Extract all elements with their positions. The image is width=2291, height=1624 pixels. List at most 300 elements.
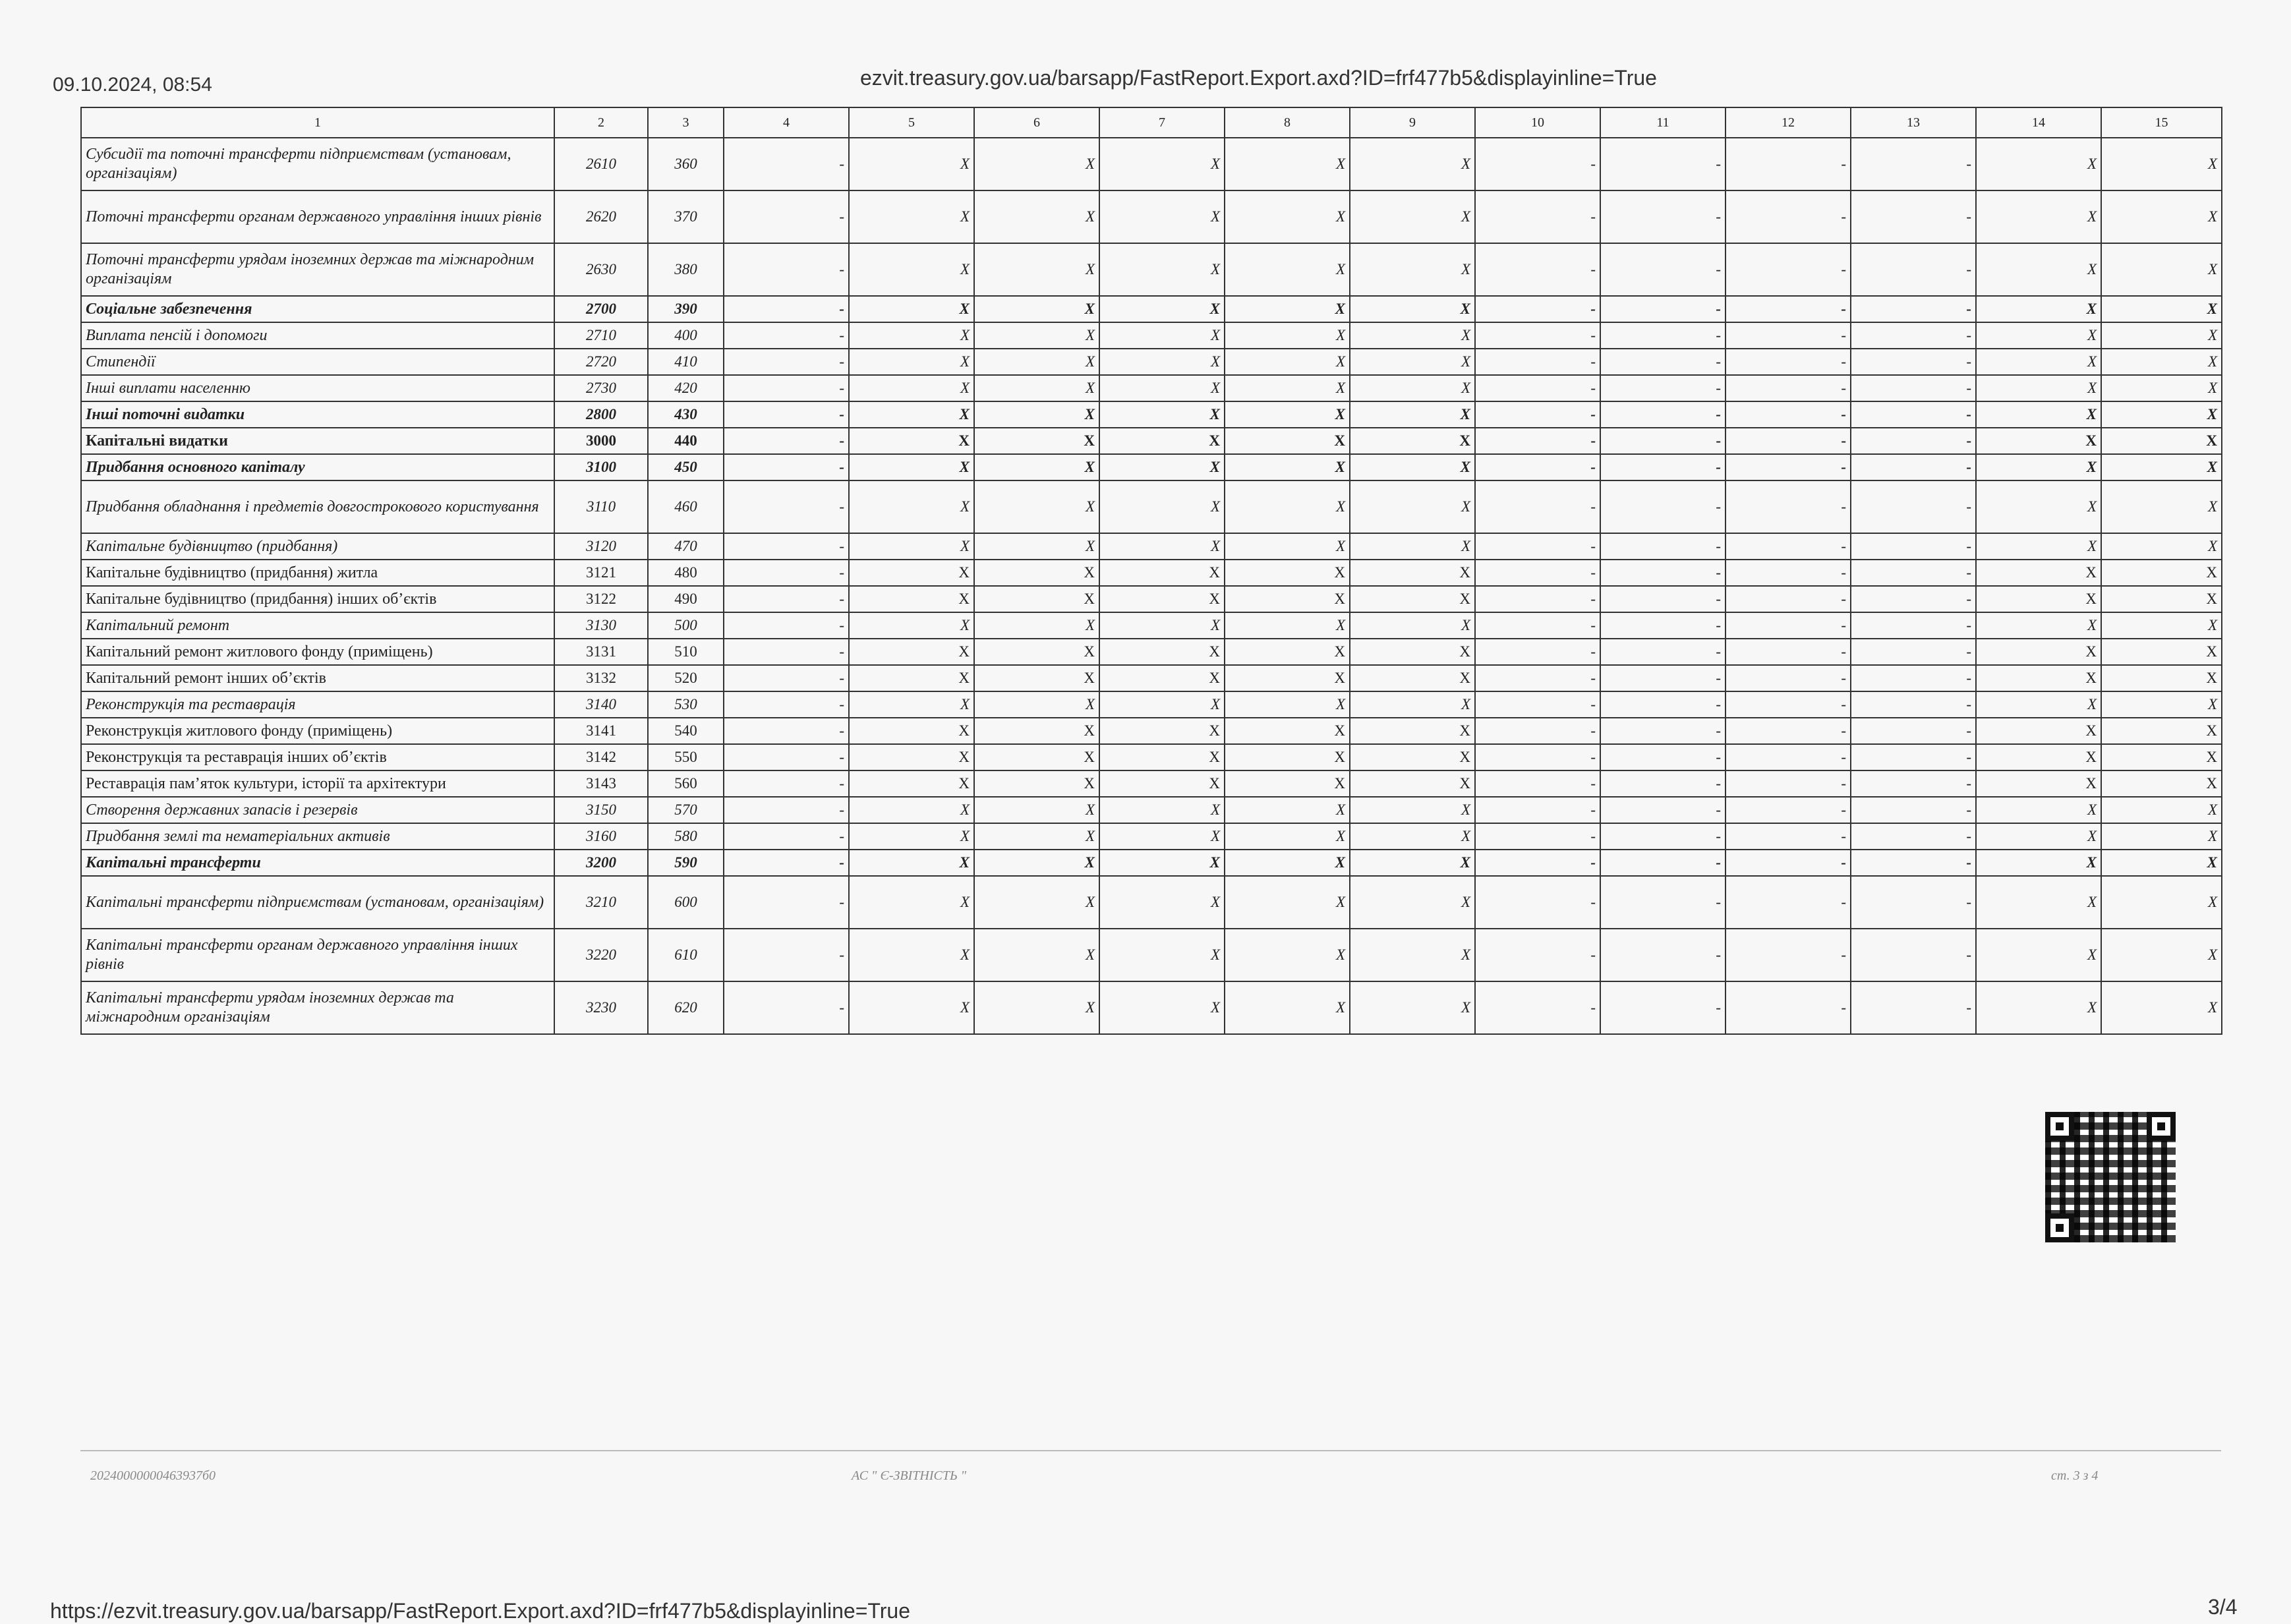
- value-cell: -: [1726, 639, 1851, 665]
- value-cell: X: [2101, 665, 2222, 691]
- table-row: [81, 797, 2222, 823]
- value-cell: X: [2101, 560, 2222, 586]
- value-cell: X: [1350, 586, 1475, 612]
- value-cell: -: [1475, 533, 1600, 560]
- value-cell: X: [849, 480, 974, 533]
- value-cell: -: [1475, 296, 1600, 322]
- value-cell: X: [974, 454, 1099, 480]
- value-cell: -: [1851, 823, 1976, 850]
- value-cell: X: [1976, 190, 2101, 243]
- value-cell: X: [974, 797, 1099, 823]
- value-cell: X: [2101, 322, 2222, 349]
- value-cell: X: [974, 744, 1099, 770]
- value-cell: -: [724, 639, 849, 665]
- line-code-cell: 580: [648, 823, 724, 850]
- value-cell: -: [724, 744, 849, 770]
- page-url-footer[interactable]: https://ezvit.treasury.gov.ua/barsapp/FastReport.Export.axd?ID=frf477b5&displayinline=True: [50, 1599, 910, 1623]
- value-cell: -: [724, 375, 849, 401]
- row-name-cell: Придбання землі та нематеріальних активів: [81, 823, 554, 850]
- value-cell: -: [1475, 243, 1600, 296]
- value-cell: -: [1851, 770, 1976, 797]
- row-name-cell: Капітальне будівництво (придбання): [81, 533, 554, 560]
- table-row: [81, 138, 2222, 190]
- kekv-code-cell: 2610: [554, 138, 648, 190]
- value-cell: X: [1099, 770, 1225, 797]
- value-cell: -: [1851, 349, 1976, 375]
- row-name-cell: Реконструкція та реставрація: [81, 691, 554, 718]
- line-code-cell: 490: [648, 586, 724, 612]
- footer-page-number: ст. 3 з 4: [2051, 1468, 2099, 1483]
- row-name-cell: Придбання основного капіталу: [81, 454, 554, 480]
- column-number-cell: 12: [1726, 107, 1851, 138]
- value-cell: X: [2101, 876, 2222, 929]
- value-cell: X: [2101, 401, 2222, 428]
- value-cell: X: [1976, 850, 2101, 876]
- value-cell: -: [1726, 612, 1851, 639]
- value-cell: X: [1225, 797, 1350, 823]
- value-cell: X: [1099, 981, 1225, 1034]
- value-cell: X: [1099, 744, 1225, 770]
- kekv-code-cell: 3210: [554, 876, 648, 929]
- value-cell: X: [1976, 428, 2101, 454]
- kekv-code-cell: 3142: [554, 744, 648, 770]
- value-cell: -: [1600, 322, 1726, 349]
- value-cell: X: [1350, 612, 1475, 639]
- value-cell: X: [1225, 850, 1350, 876]
- value-cell: X: [2101, 480, 2222, 533]
- value-cell: -: [1851, 428, 1976, 454]
- row-name-cell: Реконструкція та реставрація інших об’єктів: [81, 744, 554, 770]
- value-cell: X: [974, 480, 1099, 533]
- value-cell: X: [2101, 243, 2222, 296]
- column-number-cell: 14: [1976, 107, 2101, 138]
- row-name-cell: Капітальні видатки: [81, 428, 554, 454]
- value-cell: X: [1099, 533, 1225, 560]
- value-cell: -: [1600, 586, 1726, 612]
- value-cell: X: [1225, 322, 1350, 349]
- value-cell: X: [2101, 612, 2222, 639]
- value-cell: X: [1350, 560, 1475, 586]
- value-cell: X: [2101, 349, 2222, 375]
- value-cell: -: [1726, 138, 1851, 190]
- table-row: [81, 850, 2222, 876]
- value-cell: -: [1475, 612, 1600, 639]
- value-cell: X: [1350, 665, 1475, 691]
- value-cell: -: [1600, 981, 1726, 1034]
- value-cell: X: [1976, 322, 2101, 349]
- value-cell: X: [2101, 639, 2222, 665]
- value-cell: X: [2101, 929, 2222, 981]
- value-cell: -: [724, 322, 849, 349]
- value-cell: X: [1099, 612, 1225, 639]
- value-cell: X: [849, 744, 974, 770]
- table-row: [81, 718, 2222, 744]
- kekv-code-cell: 3150: [554, 797, 648, 823]
- table-row: [81, 454, 2222, 480]
- value-cell: -: [1726, 770, 1851, 797]
- line-code-cell: 610: [648, 929, 724, 981]
- table-row: [81, 929, 2222, 981]
- value-cell: X: [2101, 454, 2222, 480]
- value-cell: -: [1726, 560, 1851, 586]
- value-cell: X: [1976, 770, 2101, 797]
- row-name-cell: Капітальний ремонт: [81, 612, 554, 639]
- value-cell: X: [1099, 375, 1225, 401]
- value-cell: -: [1600, 823, 1726, 850]
- value-cell: X: [1225, 533, 1350, 560]
- value-cell: X: [1976, 454, 2101, 480]
- value-cell: -: [1726, 480, 1851, 533]
- row-name-cell: Реконструкція житлового фонду (приміщень): [81, 718, 554, 744]
- value-cell: X: [1099, 639, 1225, 665]
- value-cell: X: [974, 612, 1099, 639]
- value-cell: -: [724, 454, 849, 480]
- row-name-cell: Придбання обладнання і предметів довгострокового користування: [81, 480, 554, 533]
- table-row: [81, 375, 2222, 401]
- value-cell: X: [1225, 243, 1350, 296]
- line-code-cell: 500: [648, 612, 724, 639]
- value-cell: -: [1600, 744, 1726, 770]
- row-name-cell: Стипендії: [81, 349, 554, 375]
- line-code-cell: 550: [648, 744, 724, 770]
- value-cell: X: [1976, 533, 2101, 560]
- row-name-cell: Виплата пенсій і допомоги: [81, 322, 554, 349]
- value-cell: -: [1600, 560, 1726, 586]
- row-name-cell: Капітальне будівництво (придбання) інших об’єктів: [81, 586, 554, 612]
- value-cell: -: [1851, 639, 1976, 665]
- value-cell: X: [2101, 797, 2222, 823]
- value-cell: X: [1099, 401, 1225, 428]
- value-cell: -: [724, 929, 849, 981]
- value-cell: X: [849, 586, 974, 612]
- value-cell: X: [1976, 823, 2101, 850]
- qr-code: [2045, 1112, 2176, 1242]
- table-row: [81, 560, 2222, 586]
- value-cell: -: [724, 691, 849, 718]
- value-cell: -: [1851, 560, 1976, 586]
- value-cell: X: [1225, 428, 1350, 454]
- line-code-cell: 390: [648, 296, 724, 322]
- line-code-cell: 600: [648, 876, 724, 929]
- row-name-cell: Капітальне будівництво (придбання) житла: [81, 560, 554, 586]
- value-cell: X: [1976, 744, 2101, 770]
- page-url-header: ezvit.treasury.gov.ua/barsapp/FastReport.Export.axd?ID=frf477b5&displayinline=True: [860, 66, 1657, 90]
- table-row: [81, 349, 2222, 375]
- value-cell: X: [974, 586, 1099, 612]
- value-cell: X: [1099, 428, 1225, 454]
- footer-doc-id: 20240000000463937б0: [90, 1468, 216, 1483]
- value-cell: X: [849, 560, 974, 586]
- value-cell: -: [1600, 375, 1726, 401]
- value-cell: X: [1976, 612, 2101, 639]
- value-cell: -: [1600, 428, 1726, 454]
- row-name-cell: Поточні трансферти урядам іноземних держав та міжнародним організаціям: [81, 243, 554, 296]
- value-cell: -: [724, 770, 849, 797]
- table-row: [81, 480, 2222, 533]
- value-cell: X: [1350, 691, 1475, 718]
- table-row: [81, 243, 2222, 296]
- value-cell: X: [1225, 823, 1350, 850]
- row-name-cell: Капітальний ремонт інших об’єктів: [81, 665, 554, 691]
- value-cell: -: [1600, 138, 1726, 190]
- value-cell: -: [1726, 929, 1851, 981]
- value-cell: -: [1726, 401, 1851, 428]
- browser-page-number: 3/4: [2208, 1595, 2238, 1619]
- value-cell: -: [1475, 981, 1600, 1034]
- value-cell: X: [1350, 296, 1475, 322]
- value-cell: X: [1225, 454, 1350, 480]
- value-cell: -: [1475, 375, 1600, 401]
- value-cell: X: [1350, 797, 1475, 823]
- table-row: [81, 586, 2222, 612]
- value-cell: -: [1475, 639, 1600, 665]
- value-cell: -: [1475, 349, 1600, 375]
- value-cell: -: [1475, 850, 1600, 876]
- kekv-code-cell: 3121: [554, 560, 648, 586]
- value-cell: X: [1350, 850, 1475, 876]
- value-cell: -: [724, 876, 849, 929]
- value-cell: -: [1475, 560, 1600, 586]
- value-cell: -: [1851, 876, 1976, 929]
- value-cell: -: [1851, 691, 1976, 718]
- value-cell: X: [1350, 428, 1475, 454]
- line-code-cell: 530: [648, 691, 724, 718]
- table-row: [81, 190, 2222, 243]
- value-cell: X: [1976, 929, 2101, 981]
- kekv-code-cell: 3132: [554, 665, 648, 691]
- value-cell: X: [849, 770, 974, 797]
- value-cell: X: [1225, 665, 1350, 691]
- table-row: [81, 876, 2222, 929]
- value-cell: -: [1600, 876, 1726, 929]
- table-row: [81, 401, 2222, 428]
- value-cell: -: [1726, 428, 1851, 454]
- value-cell: X: [849, 454, 974, 480]
- value-cell: X: [1976, 718, 2101, 744]
- value-cell: -: [1600, 639, 1726, 665]
- value-cell: X: [849, 138, 974, 190]
- value-cell: X: [1225, 876, 1350, 929]
- table-row: [81, 612, 2222, 639]
- value-cell: X: [1099, 797, 1225, 823]
- value-cell: X: [974, 296, 1099, 322]
- value-cell: X: [1350, 454, 1475, 480]
- kekv-code-cell: 2620: [554, 190, 648, 243]
- value-cell: X: [1976, 797, 2101, 823]
- value-cell: X: [1099, 850, 1225, 876]
- value-cell: X: [849, 850, 974, 876]
- value-cell: -: [1851, 744, 1976, 770]
- column-number-cell: 6: [974, 107, 1099, 138]
- value-cell: -: [1475, 797, 1600, 823]
- value-cell: X: [2101, 296, 2222, 322]
- value-cell: -: [724, 560, 849, 586]
- row-name-cell: Інші виплати населенню: [81, 375, 554, 401]
- value-cell: X: [1976, 639, 2101, 665]
- line-code-cell: 570: [648, 797, 724, 823]
- value-cell: -: [1475, 744, 1600, 770]
- value-cell: -: [1726, 322, 1851, 349]
- line-code-cell: 520: [648, 665, 724, 691]
- value-cell: X: [849, 665, 974, 691]
- value-cell: X: [1225, 981, 1350, 1034]
- value-cell: -: [724, 401, 849, 428]
- value-cell: -: [1726, 533, 1851, 560]
- value-cell: X: [2101, 981, 2222, 1034]
- value-cell: X: [974, 876, 1099, 929]
- qr-finder-top-left: [2045, 1112, 2074, 1141]
- row-name-cell: Капітальні трансферти підприємствам (установам, організаціям): [81, 876, 554, 929]
- value-cell: X: [1225, 691, 1350, 718]
- row-name-cell: Капітальні трансферти органам державного управління інших рівнів: [81, 929, 554, 981]
- value-cell: X: [1099, 190, 1225, 243]
- value-cell: X: [1976, 243, 2101, 296]
- line-code-cell: 540: [648, 718, 724, 744]
- value-cell: -: [1851, 296, 1976, 322]
- line-code-cell: 430: [648, 401, 724, 428]
- footer-system-name: АС " Є-ЗВІТНІСТЬ ": [852, 1468, 967, 1483]
- value-cell: X: [2101, 744, 2222, 770]
- kekv-code-cell: 3120: [554, 533, 648, 560]
- table-row: [81, 691, 2222, 718]
- value-cell: -: [1726, 876, 1851, 929]
- kekv-code-cell: 3122: [554, 586, 648, 612]
- value-cell: -: [1475, 190, 1600, 243]
- line-code-cell: 370: [648, 190, 724, 243]
- value-cell: X: [1225, 586, 1350, 612]
- value-cell: X: [849, 296, 974, 322]
- value-cell: X: [2101, 586, 2222, 612]
- kekv-code-cell: 2710: [554, 322, 648, 349]
- value-cell: X: [849, 876, 974, 929]
- value-cell: X: [2101, 691, 2222, 718]
- table-row: [81, 296, 2222, 322]
- value-cell: X: [1350, 138, 1475, 190]
- table-body: [81, 107, 2222, 1034]
- value-cell: X: [1350, 876, 1475, 929]
- value-cell: -: [1851, 533, 1976, 560]
- value-cell: X: [1099, 322, 1225, 349]
- column-number-cell: 1: [81, 107, 554, 138]
- value-cell: X: [1976, 480, 2101, 533]
- column-number-cell: 9: [1350, 107, 1475, 138]
- value-cell: -: [724, 797, 849, 823]
- value-cell: -: [1726, 823, 1851, 850]
- value-cell: X: [1350, 533, 1475, 560]
- value-cell: -: [724, 138, 849, 190]
- value-cell: -: [724, 190, 849, 243]
- value-cell: -: [1851, 243, 1976, 296]
- value-cell: -: [1851, 797, 1976, 823]
- row-name-cell: Капітальні трансферти урядам іноземних держав та міжнародним організаціям: [81, 981, 554, 1034]
- value-cell: X: [1350, 744, 1475, 770]
- value-cell: -: [724, 428, 849, 454]
- line-code-cell: 450: [648, 454, 724, 480]
- table-row: [81, 322, 2222, 349]
- value-cell: X: [1225, 349, 1350, 375]
- value-cell: X: [1350, 190, 1475, 243]
- line-code-cell: 590: [648, 850, 724, 876]
- value-cell: -: [1475, 770, 1600, 797]
- value-cell: -: [1475, 718, 1600, 744]
- kekv-code-cell: 3131: [554, 639, 648, 665]
- value-cell: X: [974, 770, 1099, 797]
- column-number-cell: 13: [1851, 107, 1976, 138]
- value-cell: X: [849, 929, 974, 981]
- value-cell: -: [1475, 691, 1600, 718]
- value-cell: X: [1099, 823, 1225, 850]
- value-cell: -: [1475, 428, 1600, 454]
- row-name-cell: Поточні трансферти органам державного управління інших рівнів: [81, 190, 554, 243]
- value-cell: X: [1225, 375, 1350, 401]
- value-cell: X: [1350, 981, 1475, 1034]
- value-cell: X: [1099, 296, 1225, 322]
- value-cell: -: [724, 981, 849, 1034]
- value-cell: X: [1350, 401, 1475, 428]
- value-cell: -: [1475, 454, 1600, 480]
- value-cell: -: [1475, 929, 1600, 981]
- value-cell: X: [1099, 138, 1225, 190]
- table-row: [81, 428, 2222, 454]
- value-cell: -: [724, 665, 849, 691]
- value-cell: X: [1225, 929, 1350, 981]
- kekv-code-cell: 3140: [554, 691, 648, 718]
- table-row: [81, 744, 2222, 770]
- row-name-cell: Капітальні трансферти: [81, 850, 554, 876]
- value-cell: -: [1600, 190, 1726, 243]
- value-cell: -: [1851, 190, 1976, 243]
- kekv-code-cell: 2700: [554, 296, 648, 322]
- value-cell: X: [1099, 454, 1225, 480]
- footer-divider: [80, 1450, 2221, 1451]
- value-cell: -: [1726, 744, 1851, 770]
- kekv-code-cell: 3110: [554, 480, 648, 533]
- value-cell: -: [1726, 296, 1851, 322]
- column-number-cell: 15: [2101, 107, 2222, 138]
- row-name-cell: Інші поточні видатки: [81, 401, 554, 428]
- value-cell: -: [1475, 823, 1600, 850]
- line-code-cell: 480: [648, 560, 724, 586]
- value-cell: X: [2101, 850, 2222, 876]
- value-cell: X: [1225, 296, 1350, 322]
- value-cell: X: [1976, 401, 2101, 428]
- value-cell: X: [1350, 929, 1475, 981]
- kekv-code-cell: 3220: [554, 929, 648, 981]
- value-cell: -: [1475, 322, 1600, 349]
- value-cell: X: [1099, 929, 1225, 981]
- value-cell: -: [1726, 349, 1851, 375]
- kekv-code-cell: 2630: [554, 243, 648, 296]
- value-cell: X: [849, 375, 974, 401]
- value-cell: X: [974, 428, 1099, 454]
- value-cell: -: [1600, 612, 1726, 639]
- value-cell: X: [1350, 375, 1475, 401]
- kekv-code-cell: 2730: [554, 375, 648, 401]
- value-cell: X: [849, 823, 974, 850]
- kekv-code-cell: 3000: [554, 428, 648, 454]
- table-row: [81, 981, 2222, 1034]
- value-cell: -: [1851, 850, 1976, 876]
- column-number-row: [81, 107, 2222, 138]
- value-cell: -: [724, 533, 849, 560]
- value-cell: -: [1726, 797, 1851, 823]
- value-cell: -: [1851, 480, 1976, 533]
- value-cell: -: [1726, 718, 1851, 744]
- kekv-code-cell: 3200: [554, 850, 648, 876]
- value-cell: X: [849, 190, 974, 243]
- value-cell: -: [1600, 929, 1726, 981]
- value-cell: X: [2101, 718, 2222, 744]
